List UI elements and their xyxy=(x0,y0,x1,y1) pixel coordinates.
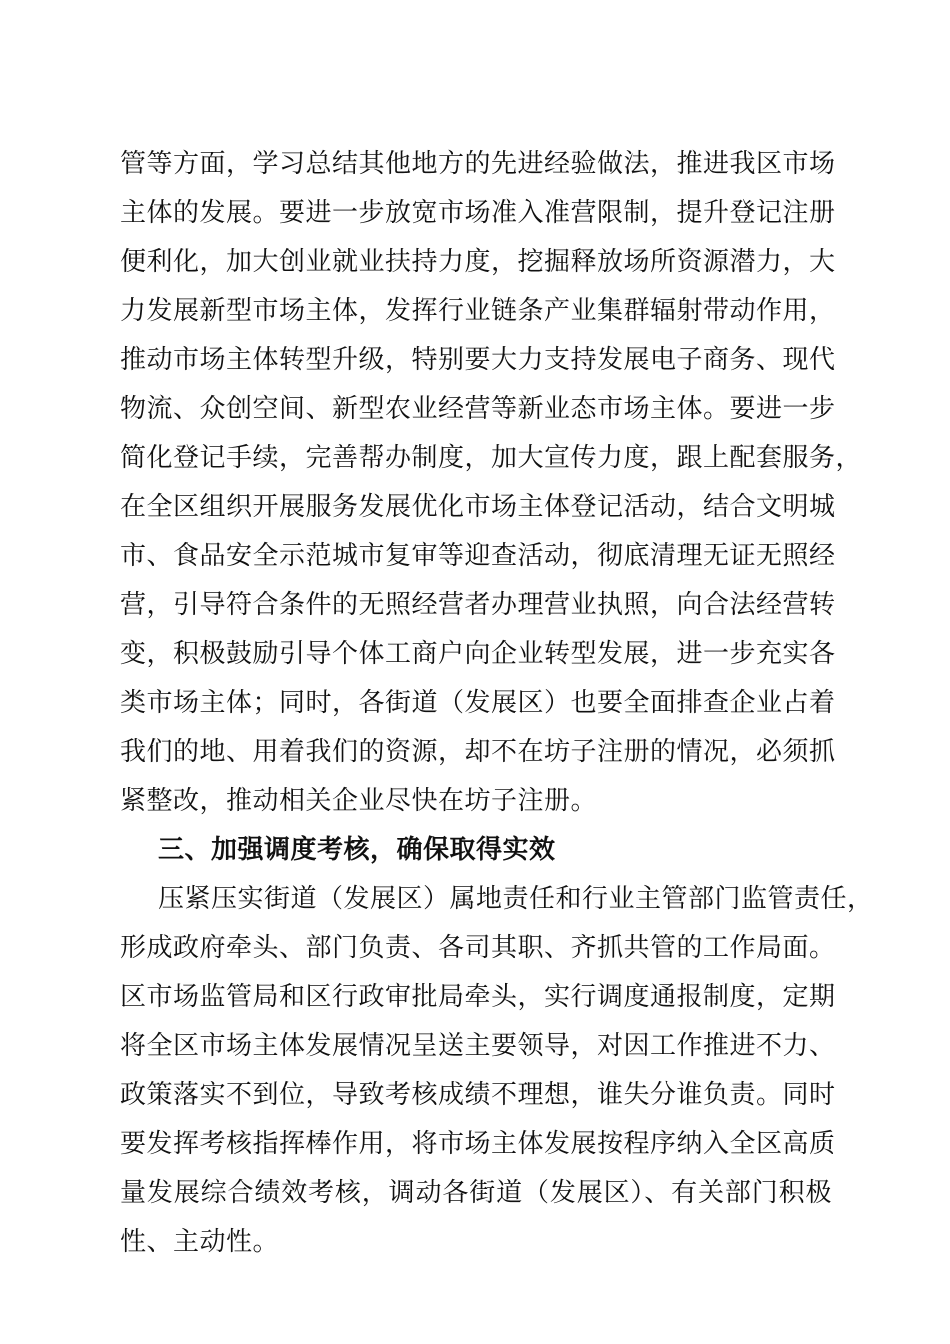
paragraph-line: 紧整改，推动相关企业尽快在坊子注册。 xyxy=(120,786,598,816)
paragraph-line: 物流、众创空间、新型农业经营等新业态市场主体。要进一步 xyxy=(120,394,836,424)
paragraph-line: 类市场主体；同时，各街道（发展区）也要全面排查企业占着 xyxy=(120,688,836,718)
paragraph-line: 营，引导符合条件的无照经营者办理营业执照，向合法经营转 xyxy=(120,590,836,620)
paragraph-line: 政策落实不到位，导致考核成绩不理想，谁失分谁负责。同时 xyxy=(120,1080,836,1110)
paragraph-line: 管等方面，学习总结其他地方的先进经验做法，推进我区市场 xyxy=(120,149,836,179)
paragraph-line: 简化登记手续，完善帮办制度，加大宣传力度，跟上配套服务， xyxy=(120,443,863,473)
paragraph-line: 主体的发展。要进一步放宽市场准入准营限制，提升登记注册 xyxy=(120,198,836,228)
paragraph-line: 量发展综合绩效考核，调动各街道（发展区）、有关部门积极 xyxy=(120,1178,832,1208)
paragraph-line: 要发挥考核指挥棒作用，将市场主体发展按程序纳入全区高质 xyxy=(120,1129,836,1159)
paragraph-line: 变，积极鼓励引导个体工商户向企业转型发展，进一步充实各 xyxy=(120,639,836,669)
paragraph-line: 形成政府牵头、部门负责、各司其职、齐抓共管的工作局面。 xyxy=(120,933,836,963)
paragraph-line: 区市场监管局和区行政审批局牵头，实行调度通报制度，定期 xyxy=(120,982,836,1012)
paragraph-line: 我们的地、用着我们的资源，却不在坊子注册的情况，必须抓 xyxy=(120,737,836,767)
paragraph-line: 性、主动性。 xyxy=(120,1227,280,1257)
paragraph-line: 便利化，加大创业就业扶持力度，挖掘释放场所资源潜力，大 xyxy=(120,247,836,277)
paragraph-line: 市、食品安全示范城市复审等迎查活动，彻底清理无证无照经 xyxy=(120,541,836,571)
paragraph-line: 将全区市场主体发展情况呈送主要领导，对因工作推进不力、 xyxy=(120,1031,836,1061)
paragraph-line: 压紧压实街道（发展区）属地责任和行业主管部门监管责任， xyxy=(158,884,874,914)
section-heading: 三、加强调度考核，确保取得实效 xyxy=(158,835,556,865)
paragraph-line: 在全区组织开展服务发展优化市场主体登记活动，结合文明城 xyxy=(120,492,836,522)
paragraph-line: 推动市场主体转型升级，特别要大力支持发展电子商务、现代 xyxy=(120,345,836,375)
paragraph-line: 力发展新型市场主体，发挥行业链条产业集群辐射带动作用， xyxy=(120,296,836,326)
